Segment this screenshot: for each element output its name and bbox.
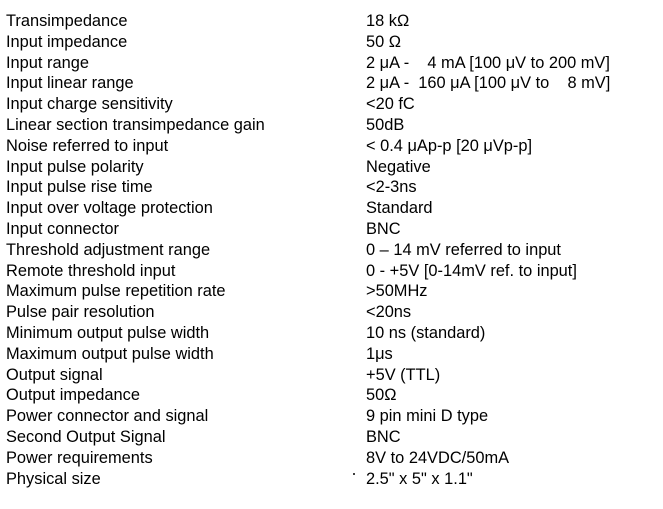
spec-name: Physical size bbox=[6, 469, 101, 488]
spec-value: 2.5" x 5" x 1.1" bbox=[366, 469, 473, 488]
spec-row bbox=[6, 73, 656, 94]
spec-name: Input pulse rise time bbox=[6, 178, 153, 197]
spec-value: 50 Ω bbox=[366, 32, 402, 51]
spec-row bbox=[6, 469, 656, 490]
spec-name: Linear section transimpedance gain bbox=[6, 115, 265, 134]
spec-name: Input over voltage protection bbox=[6, 199, 213, 218]
spec-value: <20 fC bbox=[366, 95, 415, 114]
spec-value: < 0.4 μAp-p [20 μVp-p] bbox=[366, 136, 533, 155]
spec-row bbox=[6, 32, 656, 53]
spec-row bbox=[6, 94, 656, 115]
spec-name: Input charge sensitivity bbox=[6, 95, 173, 114]
spec-row bbox=[6, 385, 656, 406]
spec-row bbox=[6, 406, 656, 427]
spec-row bbox=[6, 115, 656, 136]
spec-value: Standard bbox=[366, 199, 433, 218]
spec-value: 0 - +5V [0-14mV ref. to input] bbox=[366, 261, 577, 280]
spec-name: Input impedance bbox=[6, 32, 128, 51]
spec-value: 2 μA - 4 mA [100 μV to 200 mV] bbox=[366, 53, 610, 72]
spec-name: Minimum output pulse width bbox=[6, 323, 210, 342]
spec-value: <2-3ns bbox=[366, 178, 417, 197]
spec-name: Transimpedance bbox=[6, 12, 128, 30]
spec-name: Second Output Signal bbox=[6, 427, 166, 446]
spec-value: 50Ω bbox=[366, 386, 397, 405]
spec-row bbox=[6, 448, 656, 469]
spec-name: Maximum pulse repetition rate bbox=[6, 282, 226, 301]
spec-value: 2 μA - 160 μA [100 μV to 8 mV] bbox=[366, 74, 611, 93]
spec-value: 1μs bbox=[366, 344, 393, 363]
spec-value: 10 ns (standard) bbox=[366, 323, 486, 342]
spec-row bbox=[6, 427, 656, 448]
spec-name: Input connector bbox=[6, 219, 119, 238]
spec-row bbox=[6, 240, 656, 261]
spec-name: Input pulse polarity bbox=[6, 157, 144, 176]
spec-row bbox=[6, 11, 656, 32]
spec-name: Input range bbox=[6, 53, 89, 72]
spec-value: 9 pin mini D type bbox=[366, 407, 489, 426]
stray-dot bbox=[353, 473, 355, 475]
spec-name: Threshold adjustment range bbox=[6, 240, 211, 259]
spec-value: <20ns bbox=[366, 303, 412, 322]
spec-row bbox=[6, 281, 656, 302]
spec-name: Power connector and signal bbox=[6, 407, 209, 426]
spec-name: Input linear range bbox=[6, 74, 134, 93]
spec-row bbox=[6, 136, 656, 157]
spec-row bbox=[6, 302, 656, 323]
spec-row bbox=[6, 53, 656, 74]
spec-value: 8V to 24VDC/50mA bbox=[366, 448, 510, 467]
spec-name: Noise referred to input bbox=[6, 136, 169, 155]
spec-row bbox=[6, 344, 656, 365]
spec-value: 0 – 14 mV referred to input bbox=[366, 240, 561, 259]
spec-name: Output impedance bbox=[6, 386, 140, 405]
spec-value: 18 kΩ bbox=[366, 12, 410, 30]
spec-row bbox=[6, 198, 656, 219]
spec-value: 50dB bbox=[366, 115, 405, 134]
spec-value: BNC bbox=[366, 219, 401, 238]
spec-row bbox=[6, 323, 656, 344]
spec-name: Remote threshold input bbox=[6, 261, 176, 280]
spec-name: Power requirements bbox=[6, 448, 153, 467]
spec-value: +5V (TTL) bbox=[366, 365, 441, 384]
spec-row bbox=[6, 261, 656, 282]
spec-row bbox=[6, 177, 656, 198]
spec-name: Maximum output pulse width bbox=[6, 344, 214, 363]
spec-row bbox=[6, 157, 656, 178]
spec-value: Negative bbox=[366, 157, 431, 176]
spec-value: >50MHz bbox=[366, 282, 428, 301]
spec-row bbox=[6, 219, 656, 240]
specifications-table bbox=[6, 11, 656, 489]
spec-name: Pulse pair resolution bbox=[6, 303, 155, 322]
spec-name: Output signal bbox=[6, 365, 103, 384]
spec-row bbox=[6, 365, 656, 386]
spec-value: BNC bbox=[366, 427, 401, 446]
